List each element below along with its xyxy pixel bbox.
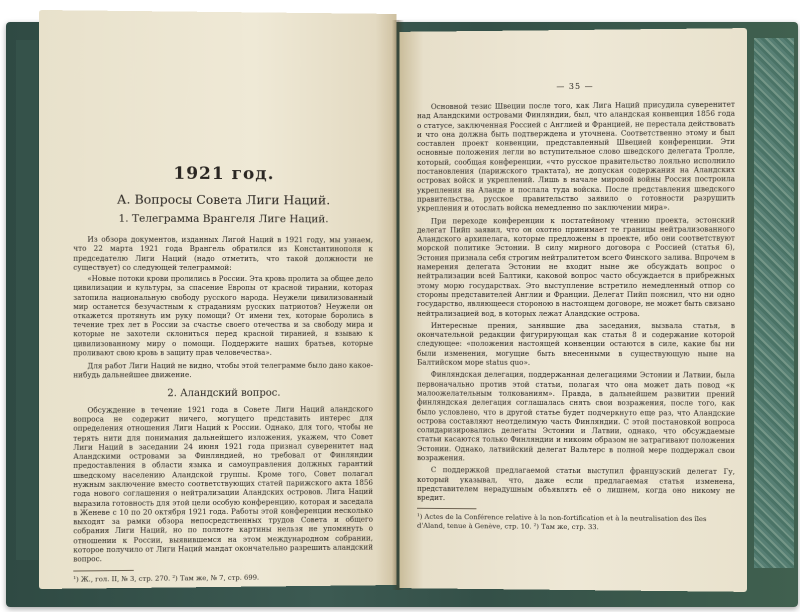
paragraph: Для работ Лиги Наций не видно, чтобы этой телеграмме было дано какое-нибудь дальнейшее движение. [73, 360, 373, 380]
cover-edge-left [16, 40, 38, 560]
paragraph: Из обзора документов, изданных Лигой Наций в 1921 году, мы узнаем, что 22 марта 1921 года Врангель обратился из Константинополя к председателю Лиги Наций (надо отметить, что такой должности не существует) со следующей телеграммой: [73, 234, 373, 272]
page-number: — 35 — [556, 81, 594, 92]
left-page-text [73, 163, 373, 584]
footnote-divider [73, 570, 134, 572]
footnote: ¹) Actes de la Conférence relative à la non-fortification et à la neutralisation des îles d'Aland, tenue à Genève, стр. 10. ²) Там же, стр. 33. [417, 513, 707, 532]
section-heading-a: А. Вопросы Совета Лиги Наций. [116, 191, 331, 208]
subsection-heading-2: 2. Аландский вопрос. [167, 387, 281, 399]
subsection-heading-1: 1. Телеграмма Врангеля Лиге Наций. [118, 212, 329, 226]
paragraph: С поддержкой предлагаемой статьи выступил французский делегат Гу, который указывал, что, даже если предлагаемая статья изменена, представителем нерадушным объявлять её о лишнем, когда оно никому не вредит. [417, 465, 735, 503]
left-page [39, 10, 397, 589]
paragraph: При переходе конференции к постатейному чтению проекта, эстонский делегат Пийп заявил, что он охотно принимает те границы нейтрализованного Аландского архипелага, которые предложены в проекте, ибо они соответствуют морской политике Эстонии. В силу мирного договора с Россией (статья 6), Эстония признала себя строгим нейтралитетом всего Финского залива. Впрочем в намерения делегата Эстонии не входит ныне же обсуждать вопрос о нейтрализации всей Балтики, каковой вопрос часто обсуждается в прибрежных этому морю государствах. Это выступление встретило немедленный отпор со стороны представителей Англии и Франции. Делегат Пийп пояснил, что ни одно государство, являющееся стороною в настоящем договоре, не может быть связано нейтрализацией вод, в которых лежат Аландские острова. [417, 214, 735, 318]
telegram-quote: «Новые потоки крови пролились в России. Эта кровь пролита за общее дело цивилизации и культуры, за спасение Европы от красной тирании, которая затопила национальную свободу русского народа. Неужели цивилизованный мир останется безучастным к страданиям русских патриотов? Неужели он откажется протянуть им руку помощи? От имени тех, которые боролись в течение трех лет в России за счастье своего отечества и за свободу мира и которые не захотели склониться перед красной тиранией, я взываю к цивилизованному миру о помощи. Поддержите наших братьев, которые проливают свою кровь в защиту прав человечества». [73, 275, 373, 358]
footnote-divider [417, 508, 476, 509]
paragraph: Основной тезис Швеции после того, как Лига Наций присудила суверенитет над Аландскими островами Финляндии, был, что аландская конвенция 1856 года о статусе, заключенная Россией с Англией и Францией, не перестала действовать и что она должна быть подтверждена и уточнена. Соответственно этому и был составлен проект конвенции, представленный Швецией конференции. Эти основные положения легли во вступительное слово шведского делегата Тролле, который, сообщая конференции, «что русское правительство лояльно исполнило постановления (парижского трактата), не допуская содержания на Аландских островах войск и укреплений. Лишь в начале мировой войны Россия построила укрепления на Аланде и послала туда войска. После представления шведского правительства, русское правительство заявило о готовности разрушить укрепления и отослать войска немедленно по заключении мира». [417, 99, 735, 213]
right-page-text [417, 81, 735, 534]
paragraph: Обсуждение в течение 1921 года в Совете Лиги Наций аландского вопроса не содержит ничего, могущего представить интерес для определения отношения Лиги Наций к России. Однако, для того, чтобы не терять нити для понимания дальнейшего изложения, укажем, что Совет Лиги Наций в заседании 24 июня 1921 года признал суверенитет над Аландскими островами за Финляндией, но требовал от Финляндии предоставления в области языка и самоуправления должных гарантий шведскому населению Аландской группы. Кроме того, Совет полагал нужным заключение вместо соответствующих статей парижского акта 1856 года нового соглашения о нейтрализации Аландских островов. Лига Наций выразила готовность для этой цели особую конференцию, которая и заседала в Женеве с 10 по 20 октября 1921 года. Работы этой конференции несколько выходят за рамки обзора непосредственных трудов Совета и общего собрания Лиги Наций, но по полноте картины нельзя не упомянуть о отношении к России, выявившемся на этом международном собрании, которое получило от Лиги Наций мандат окончательно разрешить аландский вопрос. [73, 403, 373, 564]
paragraph: Финляндская делегация, поддержанная делегациями Эстонии и Латвии, была первоначально против этой статьи, полагая что она может дать повод «к малоожелательным толкованиям». Правда, в дальнейшем развитии прений финляндская делегация соглашалась снять свои возражения, после того, как было условлено, что в другой статье будет подчеркнуто еще раз, что Аландские острова составляют неотделимую часть Финляндии. С этой постановкой вопроса солидаризировались делегаты Эстонии и Латвии, однако, что обсуждаемые статьи касаются только Финляндии и никоим образом не затрагивают положения Эстонии. Однако, латвийский делегат Вальтерс в полной мере поддержал свои возражения. [417, 369, 735, 463]
paragraph: Интересные прения, занявшие два заседания, вызвала статья, в окончательной редакции фигурирующая как статья 8 и содержание которой следующее: «положения настоящей конвенции остаются в силе, какие бы ни были изменения, могущие быть внесенными в существующую ныне на Балтийском море status quo». [417, 320, 735, 367]
right-page [399, 28, 747, 592]
footnote: ¹) Ж., гол. II, № 3, стр. 270. ²) Там же, № 7, стр. 699. [73, 573, 260, 584]
year-heading: 1921 год. [173, 163, 275, 185]
marbled-endpaper [754, 38, 794, 568]
